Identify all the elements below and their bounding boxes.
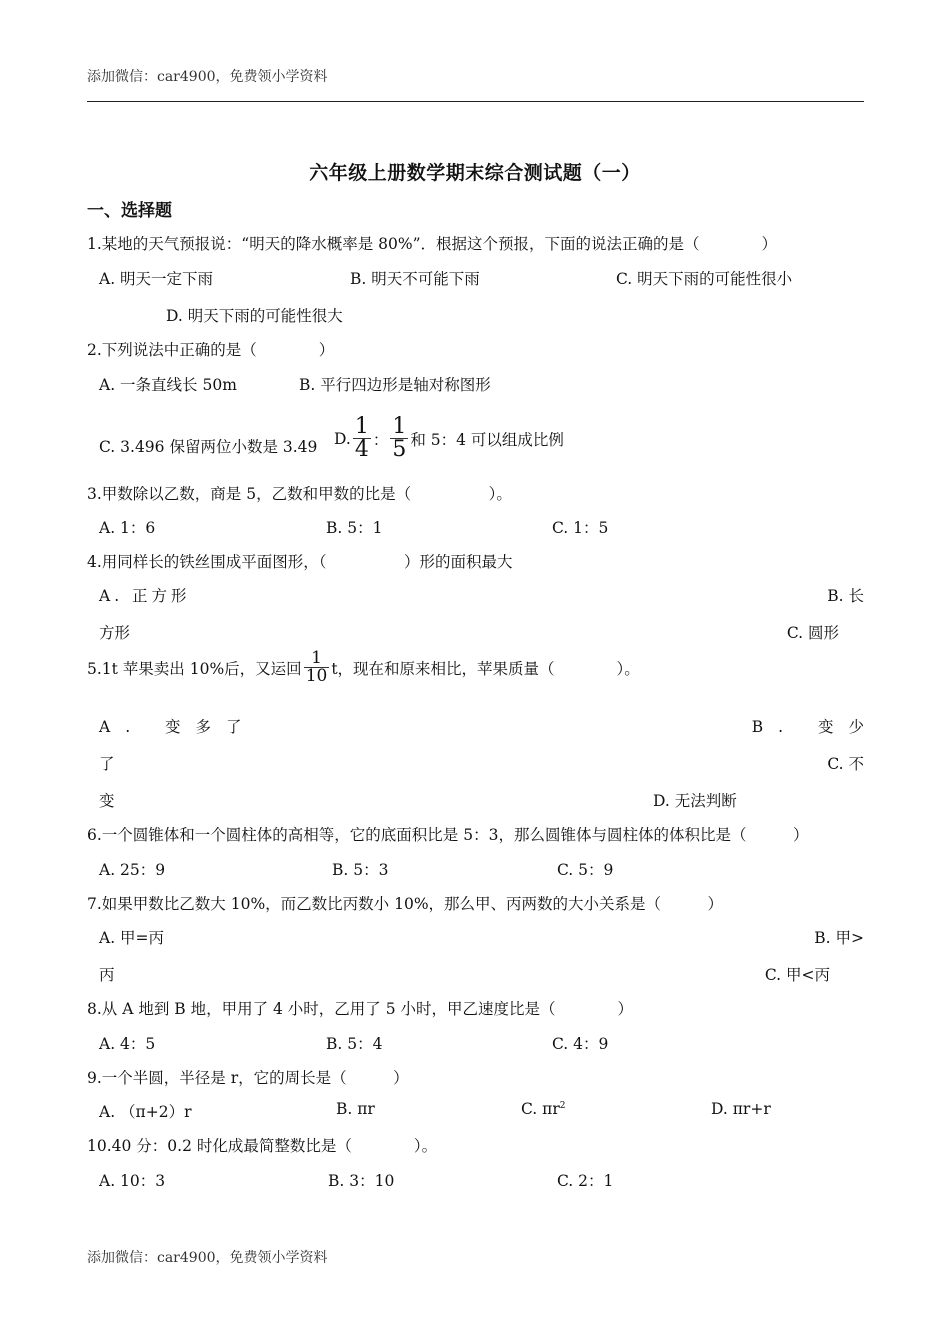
q1-option-b: B. 明天不可能下雨 [350, 270, 480, 288]
q5-stem-prefix: 5.1t 苹果卖出 10%后，又运回 [87, 659, 302, 678]
q4-option-a: A. 正方形 [99, 587, 191, 605]
q4-option-b: B. 长 [827, 587, 864, 605]
question-7: 7.如果甲数比乙数大 10%，而乙数比丙数小 10%，那么甲、丙两数的大小关系是（ ） [87, 895, 724, 913]
q6-option-c: C. 5：9 [557, 861, 614, 879]
fraction-one-tenth [304, 650, 330, 685]
q8-option-c: C. 4：9 [552, 1035, 609, 1053]
q9-option-b: B. πr [336, 1100, 375, 1118]
q7-option-b: B. 甲> [814, 929, 864, 947]
q2-option-a: A. 一条直线长 50m [99, 376, 237, 394]
section-heading: 一、选择题 [87, 201, 172, 221]
question-8: 8.从 A 地到 B 地，甲用了 4 小时，乙用了 5 小时，甲乙速度比是（ ） [87, 1000, 634, 1018]
page-header: 添加微信：car4900，免费领小学资料 [87, 69, 328, 85]
header-rule [87, 101, 864, 102]
q10-option-a: A. 10：3 [99, 1172, 166, 1190]
q9-option-d: D. πr+r [711, 1100, 771, 1118]
fraction-denominator: 10 [305, 666, 328, 686]
page-footer: 添加微信：car4900，免费领小学资料 [87, 1250, 328, 1266]
question-9: 9.一个半圆，半径是 r，它的周长是（ ） [87, 1069, 409, 1087]
fraction-numerator: 1 [354, 414, 369, 439]
q8-option-b: B. 5：4 [326, 1035, 383, 1053]
q4-option-c: C. 圆形 [786, 624, 839, 642]
q10-option-c: C. 2：1 [557, 1172, 614, 1190]
fraction-denominator: 5 [392, 437, 407, 462]
q5-option-a: A. 变多了 [99, 718, 257, 736]
q8-option-a: A. 4：5 [99, 1035, 156, 1053]
q3-option-a: A. 1：6 [99, 519, 156, 537]
q10-option-b: B. 3：10 [328, 1172, 395, 1190]
q3-option-c: C. 1：5 [552, 519, 609, 537]
q6-option-a: A. 25：9 [99, 861, 166, 879]
q2-option-d [334, 416, 564, 461]
q9-c-exponent: 2 [559, 1100, 566, 1111]
question-10: 10.40 分：0.2 时化成最简整数比是（ ）。 [87, 1137, 438, 1155]
q3-option-b: B. 5：1 [326, 519, 383, 537]
q2-d-suffix: 和 5：4 可以组成比例 [410, 430, 564, 449]
question-5 [87, 650, 640, 685]
q6-option-b: B. 5：3 [332, 861, 389, 879]
q5-option-c-cont: 变 [99, 792, 115, 810]
question-3: 3.甲数除以乙数，商是 5，乙数和甲数的比是（ ）。 [87, 485, 512, 503]
q9-option-a: A. （π+2）r [99, 1103, 192, 1121]
q5-option-b: B. 变少 [751, 718, 879, 736]
question-2: 2.下列说法中正确的是（ ） [87, 341, 335, 359]
q4-option-b-cont: 方形 [99, 624, 131, 642]
q5-stem-suffix: t，现在和原来相比，苹果质量（ ）。 [331, 659, 640, 678]
q5-option-b-cont: 了 [99, 755, 115, 773]
fraction-one-quarter [353, 416, 371, 461]
q9-option-c [521, 1100, 566, 1118]
page-title: 六年级上册数学期末综合测试题（一） [309, 162, 641, 184]
q5-option-d: D. 无法判断 [653, 792, 737, 810]
ratio-colon: ： [372, 430, 389, 449]
question-1: 1.某地的天气预报说：“明天的降水概率是 80%”．根据这个预报，下面的说法正确的是（ ） [87, 235, 778, 253]
q7-option-a: A. 甲=丙 [99, 929, 165, 947]
q1-option-a: A. 明天一定下雨 [99, 270, 214, 288]
fraction-numerator: 1 [311, 648, 322, 668]
q7-option-b-cont: 丙 [99, 966, 115, 984]
q2-d-prefix: D. [334, 429, 351, 448]
q2-option-b: B. 平行四边形是轴对称图形 [299, 376, 491, 394]
q5-option-c: C. 不 [827, 755, 864, 773]
q2-option-c: C. 3.496 保留两位小数是 3.49 [99, 438, 318, 456]
q9-c-base: C. πr [521, 1100, 560, 1118]
fraction-one-fifth [390, 416, 408, 461]
q1-option-d: D. 明天下雨的可能性很大 [166, 307, 343, 325]
fraction-denominator: 4 [354, 437, 369, 462]
q7-option-c: C. 甲<丙 [764, 966, 830, 984]
q1-option-c: C. 明天下雨的可能性很小 [616, 270, 793, 288]
question-4: 4.用同样长的铁丝围成平面图形，（ ）形的面积最大 [87, 553, 513, 571]
question-6: 6.一个圆锥体和一个圆柱体的高相等，它的底面积比是 5：3，那么圆锥体与圆柱体的体积比是（ ） [87, 826, 809, 844]
fraction-numerator: 1 [392, 414, 407, 439]
